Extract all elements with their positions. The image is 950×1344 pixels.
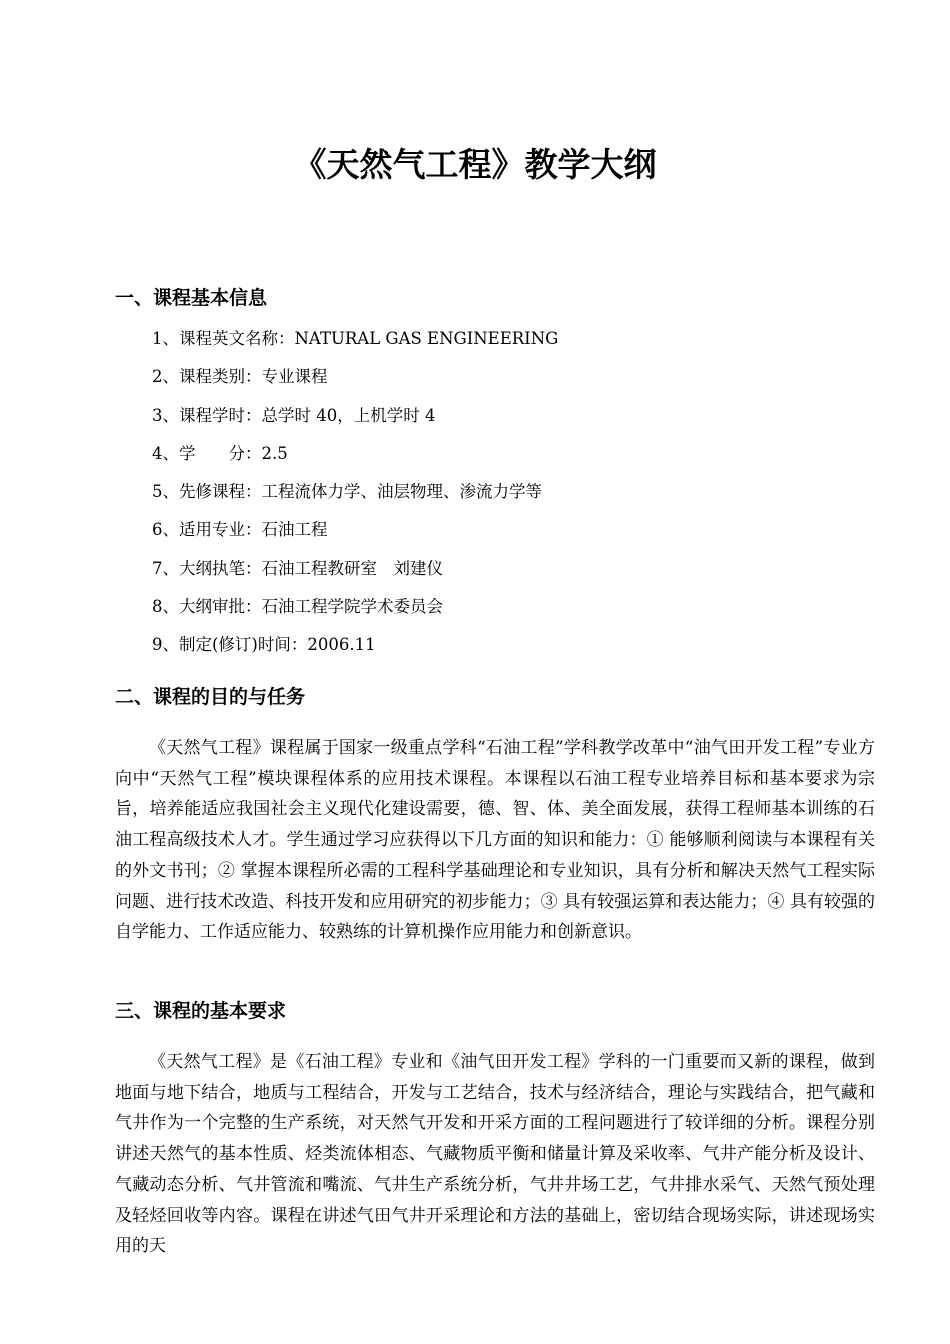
info-item-credits: 4、学 分：2.5 bbox=[152, 443, 288, 463]
info-item-author: 7、大纲执笔：石油工程教研室 刘建仪 bbox=[152, 558, 443, 578]
section-heading-purpose: 二、课程的目的与任务 bbox=[115, 686, 306, 708]
info-item-prerequisites: 5、先修课程：工程流体力学、油层物理、渗流力学等 bbox=[152, 482, 542, 502]
purpose-paragraph: 《天然气工程》课程属于国家一级重点学科“石油工程”学科教学改革中“油气田开发工程”专业方向中“天然气工程”模块课程体系的应用技术课程。本课程以石油工程专业培养目标和基本要求为宗旨，培养能适应我国社会主义现代化建设需要，德、智、体、美全面发展，获得工程师基本训练的石油工程高级技术人才。学生通过学习应获得以下几方面的知识和能力：① 能够顺利阅读与本课程有关的外文书刊；② 掌握本课程所必需的工程科学基础理论和专业知识，具有分析和解决天然气工程实际问题、进行技术改造、科技开发和应用研究的初步能力；③ 具有较强运算和表达能力；④ 具有较强的自学能力、工作适应能力、较熟练的计算机操作应用能力和创新意识。 bbox=[115, 738, 875, 943]
document-title: 《天然气工程》教学大纲 bbox=[293, 145, 657, 184]
info-item-major: 6、适用专业：石油工程 bbox=[152, 520, 328, 540]
requirements-paragraph: 《天然气工程》是《石油工程》专业和《油气田开发工程》学科的一门重要而又新的课程，做到地面与地下结合，地质与工程结合，开发与工艺结合，技术与经济结合，理论与实践结合，把气藏和气井作为一个完整的生产系统，对天然气开发和开采方面的工程问题进行了较详细的分析。课程分别讲述天然气的基本性质、烃类流体相态、气藏物质平衡和储量计算及采收率、气井产能分析及设计、气藏动态分析、气井管流和嘴流、气井生产系统分析，气井井场工艺，气井排水采气、天然气预处理及轻烃回收等内容。课程在讲述气田气井开采理论和方法的基础上，密切结合现场实际，讲述现场实用的天 bbox=[115, 1052, 875, 1257]
info-item-category: 2、课程类别：专业课程 bbox=[152, 367, 328, 387]
info-item-english-name: 1、课程英文名称：NATURAL GAS ENGINEERING bbox=[152, 329, 559, 348]
section-heading-requirements: 三、课程的基本要求 bbox=[115, 1000, 287, 1022]
course-info-list bbox=[152, 325, 558, 670]
info-item-hours: 3、课程学时：总学时 40，上机学时 4 bbox=[152, 405, 436, 425]
section-heading-basic-info: 一、课程基本信息 bbox=[115, 287, 268, 309]
info-item-date: 9、制定(修订)时间：2006.11 bbox=[152, 635, 376, 655]
info-item-approval: 8、大纲审批：石油工程学院学术委员会 bbox=[152, 597, 443, 617]
